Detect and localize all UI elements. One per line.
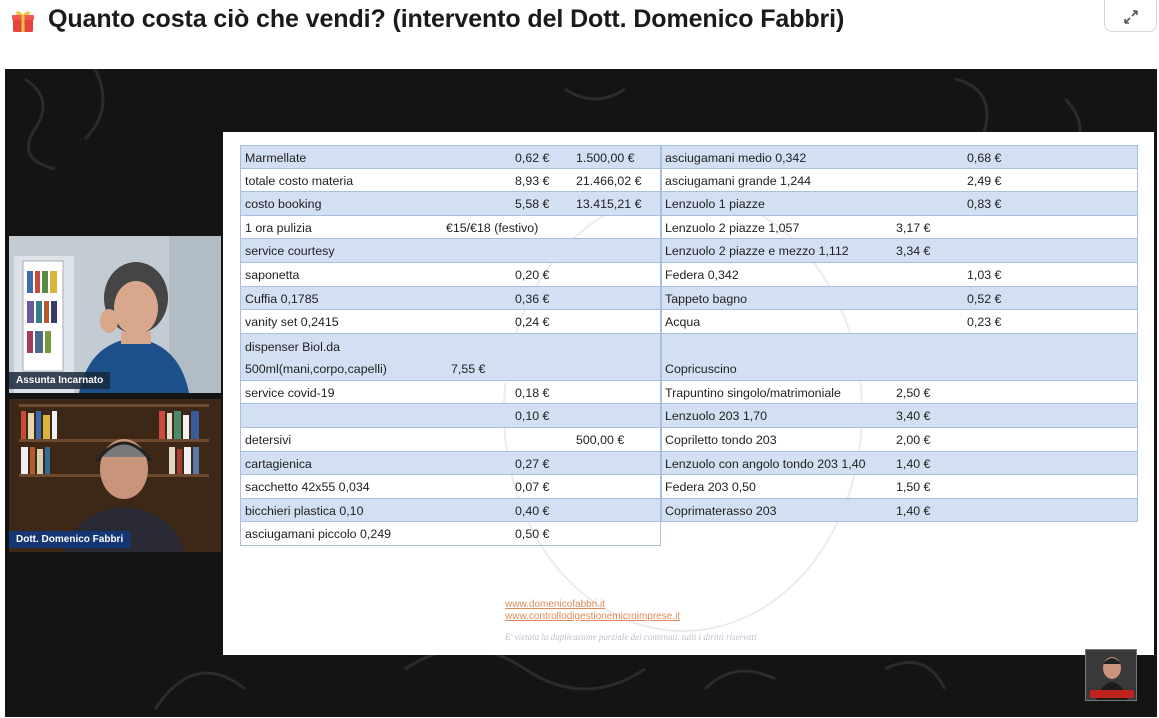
row-label: asciugamani medio 0,342	[665, 151, 807, 165]
row-label: costo booking	[245, 197, 322, 212]
row-value: 0,52 €	[967, 291, 1002, 306]
row-value: 7,55 €	[451, 361, 486, 376]
row-label: cartagienica	[245, 456, 312, 471]
row-value: 5,58 €	[515, 197, 550, 212]
table-row	[661, 499, 1138, 523]
table-row	[661, 216, 1138, 240]
row-label: Tappeto bagno	[665, 291, 747, 306]
row-value: 1,40 €	[896, 456, 931, 471]
row-value: 3,34 €	[896, 244, 931, 259]
table-row	[661, 239, 1138, 263]
table-row	[661, 381, 1138, 405]
row-label: Copriletto tondo 203	[665, 432, 777, 447]
row-label: Lenzuolo 1 piazze	[665, 197, 765, 212]
row-value: 2,00 €	[896, 432, 931, 447]
table-row	[661, 145, 1138, 169]
table-row	[661, 404, 1138, 428]
row-value: 0,23 €	[967, 315, 1002, 330]
row-label: asciugamani grande 1,244	[665, 173, 812, 188]
row-label: service courtesy	[245, 244, 335, 259]
table-row	[661, 287, 1138, 311]
participant-tile[interactable]	[9, 236, 221, 393]
row-total: 21.466,02 €	[576, 173, 642, 188]
row-label: detersivi	[245, 432, 292, 447]
table-row	[661, 428, 1138, 452]
row-value: 0,20 €	[515, 267, 550, 282]
row-value: 0,27 €	[515, 456, 550, 471]
expand-button[interactable]	[1104, 0, 1157, 32]
header	[0, 0, 1159, 58]
table-row	[661, 310, 1138, 334]
channel-thumbnail[interactable]	[1085, 649, 1137, 701]
row-value: 0,50 €	[515, 527, 550, 542]
participant-video	[9, 399, 221, 552]
page-title: Quanto costa ciò che vendi? (intervento del Dott. Domenico Fabbri)	[48, 5, 845, 33]
table-row	[240, 522, 661, 546]
table-row	[240, 169, 661, 193]
participant-name: Assunta Incarnato	[9, 372, 110, 389]
row-label: dispenser Biol.da	[245, 339, 341, 354]
row-label: Federa 203 0,50	[665, 480, 756, 495]
participant-video	[9, 236, 221, 393]
row-value: 3,40 €	[896, 409, 931, 424]
row-label: Lenzuolo 2 piazze e mezzo 1,112	[665, 244, 849, 259]
row-value: 2,49 €	[967, 173, 1002, 188]
table-row	[661, 334, 1138, 381]
row-total: 500,00 €	[576, 432, 625, 447]
row-total: 13.415,21 €	[576, 197, 642, 212]
table-row	[661, 169, 1138, 193]
row-label: Marmellate	[245, 151, 307, 165]
participant-name: Dott. Domenico Fabbri	[9, 531, 130, 548]
row-label: saponetta	[245, 267, 300, 282]
row-value: 0,10 €	[515, 409, 550, 424]
gift-icon	[10, 8, 36, 34]
row-value: €15/€18 (festivo)	[446, 220, 539, 235]
row-label: Lenzuolo 203 1,70	[665, 409, 767, 424]
row-value: 1,03 €	[967, 267, 1002, 282]
row-label: 1 ora pulizia	[245, 220, 312, 235]
row-value: 1,50 €	[896, 480, 931, 495]
row-label: totale costo materia	[245, 173, 354, 188]
row-label: 500ml(mani,corpo,capelli)	[245, 361, 387, 376]
row-value: 2,50 €	[896, 385, 931, 400]
row-value: 0,40 €	[515, 503, 550, 518]
row-value: 0,68 €	[967, 151, 1002, 165]
table-row	[240, 475, 661, 499]
table-row	[240, 263, 661, 287]
row-value: 3,17 €	[896, 220, 931, 235]
table-row	[240, 381, 661, 405]
row-label: Cuffia 0,1785	[245, 291, 319, 306]
row-label: sacchetto 42x55 0,034	[245, 480, 370, 495]
row-value: 1,40 €	[896, 503, 931, 518]
row-total: 1.500,00 €	[576, 151, 635, 165]
footer-link[interactable]: www.domenicofabbri.it	[505, 599, 606, 610]
row-label: Trapuntino singolo/matrimoniale	[665, 385, 841, 400]
table-row	[240, 287, 661, 311]
row-label: Copricuscino	[665, 361, 737, 376]
table-row	[661, 475, 1138, 499]
table-row	[240, 499, 661, 523]
expand-icon	[1122, 8, 1140, 26]
table-row	[240, 404, 661, 428]
row-label: Acqua	[665, 315, 701, 330]
footer-links	[505, 599, 680, 622]
row-label: Lenzuolo 2 piazze 1,057	[665, 220, 800, 235]
slide	[223, 132, 1154, 655]
table-row	[240, 334, 661, 381]
row-value: 0,83 €	[967, 197, 1002, 212]
table-row	[661, 263, 1138, 287]
row-label: Federa 0,342	[665, 267, 739, 282]
footer-link[interactable]: www.controllodigestionemicroimprese.it	[505, 610, 681, 622]
row-label: Lenzuolo con angolo tondo 203 1,40	[665, 456, 866, 471]
row-label: asciugamani piccolo 0,249	[245, 527, 392, 542]
table-row	[240, 145, 661, 169]
row-value: 0,36 €	[515, 291, 550, 306]
table-row	[661, 452, 1138, 476]
table-row	[240, 216, 661, 240]
row-value: 8,93 €	[515, 173, 550, 188]
row-label: vanity set 0,2415	[245, 315, 339, 330]
cost-table-left	[240, 145, 661, 546]
table-row	[240, 428, 661, 452]
table-row	[240, 239, 661, 263]
cost-table-right	[661, 145, 1138, 522]
video-player[interactable]	[5, 69, 1157, 717]
row-label: service covid-19	[245, 385, 335, 400]
channel-avatar-icon	[1086, 650, 1137, 701]
row-value: 0,18 €	[515, 385, 550, 400]
footer-note: E' vietata la duplicazione parziale dei contenuti. tutti i diritti riservati	[505, 632, 757, 642]
row-value: 0,24 €	[515, 315, 550, 330]
row-value: 0,07 €	[515, 480, 550, 495]
row-value: 0,62 €	[515, 151, 550, 165]
table-row	[240, 452, 661, 476]
participant-tile[interactable]	[9, 399, 221, 552]
row-label: Coprimaterasso 203	[665, 503, 777, 518]
table-row	[240, 192, 661, 216]
row-label: bicchieri plastica 0,10	[245, 503, 364, 518]
table-row	[661, 192, 1138, 216]
table-row	[240, 310, 661, 334]
